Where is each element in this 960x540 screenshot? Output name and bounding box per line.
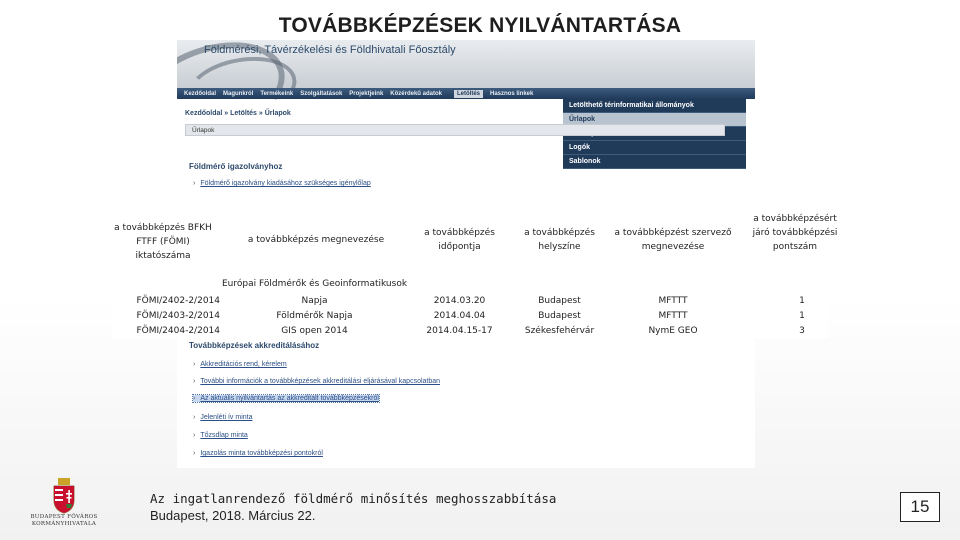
link-points-certificate[interactable]: › Igazolás minta továbbképzési pontokról	[193, 450, 323, 457]
heading-accreditation: Továbbképzések akkreditálásához	[189, 341, 320, 350]
row1-id: FÖMI/2402-2/2014	[136, 296, 220, 306]
row2-name: Földmérők Napja	[276, 311, 353, 321]
row3-id: FÖMI/2404-2/2014	[136, 326, 220, 336]
dropdown-item-logos[interactable]: Logók	[563, 141, 746, 155]
training-register-table	[112, 207, 838, 338]
link-attendance-sheet[interactable]: › Jelenléti ív minta	[193, 414, 252, 421]
nav-item-products[interactable]: Termékeink	[260, 90, 294, 97]
link-accreditation-request[interactable]: › Akkreditációs rend, kérelem	[193, 361, 287, 368]
dropdown-item-gis-files[interactable]: Letölthető térinformatikai állományok	[563, 99, 746, 113]
row2-organizer: MFTTT	[658, 311, 688, 321]
org-name: Földmérési, Távérzékelési és Földhivatali Főosztály	[204, 44, 456, 56]
nav-item-services[interactable]: Szolgáltatások	[300, 90, 343, 97]
nav-item-useful-links[interactable]: Hasznos linkek	[490, 90, 534, 97]
header-points: a továbbképzésért járó továbbképzési pontszám	[752, 214, 838, 252]
logo-text-line2: KORMÁNYHIVATALA	[31, 521, 97, 527]
row2-id: FÖMI/2403-2/2014	[136, 311, 220, 321]
row3-points: 3	[799, 326, 805, 336]
coat-of-arms-icon	[51, 478, 77, 514]
breadcrumb[interactable]: Kezdőoldal » Letöltés » Űrlapok	[185, 110, 291, 117]
section-bar: Űrlapok	[185, 124, 725, 136]
footer-date: Budapest, 2018. Március 22.	[150, 508, 316, 523]
row3-date: 2014.04.15-17	[426, 326, 493, 336]
nav-item-about[interactable]: Magunkról	[223, 90, 254, 97]
row1-place: Budapest	[538, 296, 581, 306]
row3-place: Székesfehérvár	[524, 326, 595, 336]
row1-name-line1: Európai Földmérők és Geoinformatikusok	[222, 279, 408, 289]
website-header	[177, 40, 755, 88]
nav-item-projects[interactable]: Projektjeink	[349, 90, 384, 97]
row2-date: 2014.04.04	[433, 311, 486, 321]
header-date: a továbbképzés időpontja	[424, 228, 495, 252]
row1-organizer: MFTTT	[658, 296, 688, 306]
nav-item-download[interactable]: Letöltés	[454, 90, 483, 98]
link-accreditation-info[interactable]: › További információk a továbbképzések akkreditálási eljárásával kapcsolatban	[193, 378, 440, 385]
header-place: a továbbképzés helyszíne	[524, 228, 595, 252]
link-master-sheet[interactable]: › Tőzsdlap minta	[193, 432, 248, 439]
logo-text-line1: BUDAPEST FŐVÁROS	[30, 514, 98, 520]
website-nav	[177, 88, 755, 99]
government-office-logo	[28, 478, 100, 540]
row1-name: Napja	[301, 296, 328, 306]
nav-item-home[interactable]: Kezdőoldal	[184, 90, 217, 97]
row3-name: GIS open 2014	[281, 326, 348, 336]
link-id-application[interactable]: › Földmérő igazolvány kiadásához szükséges igénylőlap	[193, 180, 371, 187]
header-organizer: a továbbképzést szervező megnevezése	[614, 228, 732, 252]
row1-points: 1	[799, 296, 805, 306]
heading-surveyor-id: Földmérő igazolványhoz	[189, 162, 283, 171]
dropdown-item-templates[interactable]: Sablonok	[563, 155, 746, 169]
link-current-register[interactable]: › Az aktuális nyilvántartás az akkreditált továbbképzésekről	[193, 395, 379, 402]
header-name: a továbbképzés megnevezése	[247, 235, 385, 245]
page-number: 15	[900, 492, 940, 522]
nav-item-public-data[interactable]: Közérdekű adatok	[390, 90, 442, 97]
row1-date: 2014.03.20	[433, 296, 486, 306]
dropdown-item-forms[interactable]: Űrlapok	[563, 113, 746, 127]
row3-organizer: NymE GEO	[648, 326, 698, 336]
footer-title: Az ingatlanrendező földmérő minősítés meghosszabbítása	[150, 491, 557, 506]
header-id: a továbbképzés BFKH FTFF (FÖMI) iktatószáma	[114, 223, 212, 261]
row2-place: Budapest	[538, 311, 581, 321]
row2-points: 1	[799, 311, 805, 321]
slide-title: TOVÁBBKÉPZÉSEK NYILVÁNTARTÁSA	[278, 14, 682, 37]
